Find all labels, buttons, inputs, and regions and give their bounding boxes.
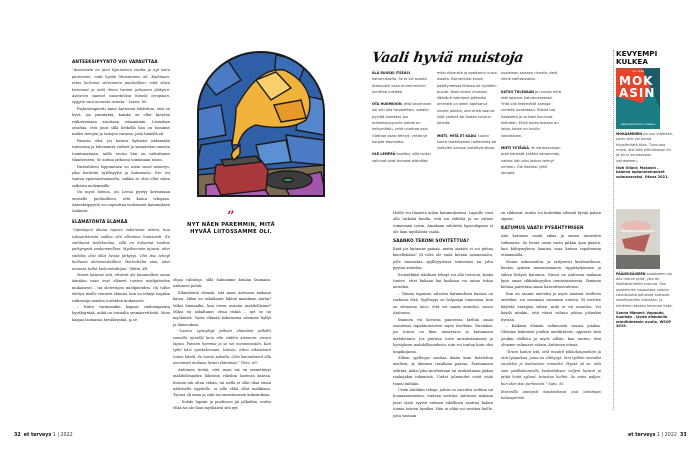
section-heading: ELÄMÄTÖNTÄ ELÄMÄÄ <box>72 219 128 225</box>
paragraph: Psykoterapeutti Anne Anttonen lohduttaa, että on hyvä, jos ymmärtää, kuinka on ollut kyvytön ratkaisemaan asioitaan viisaammin. Leenahan oivaltaa, että juuri sillä hetkellä hän on toiminut niiden tietojen ja taitojen varassa, joita hänellä oli. <box>72 106 170 137</box>
tip-item: MIETI, MITÄ ET KADU, tuskin kadut lastenlasten hoitamista tai ystävien kanssa vietettyä aikaa. <box>437 133 497 151</box>
tip-item: OTA HUOMIOON, että katuminen voi silti olla tarpeellista, uskalla pyytää anteeksi. Jos anteeksipyynnön kohde on heltymätön, yritä unohtaa asia. Olethan osasi tehnyt, yrittänyt korjata tilannetta. <box>372 102 432 144</box>
paragraph: ohjaa valintoja, sillä haluamme kuulua laumaan, Anttonen pohtii. <box>173 278 271 289</box>
paragraph: – Tämän tapaisen salaisen katumuksen kanssa on raskasta elää. Syyllisyys on helpompi tunnustaa, kun on olemassa toivo, että voi saada anteeksi, sanoo Anttonen. <box>393 291 493 316</box>
paragraph: ”Opintojeni alussa tajusin valinneeni väärin, kun tulosarleteistä vaikka olin alituinen humanisti. En vaihtanut tiedekuntaa, sillä en halunnut tuottaa pettymystä vanhemmilleni. Myöhemmin tajusin, ettei vaihdos olisi ollut heistä järkytys. Olin itse tehnyt kuhleeni oletusmuksilleni. Harmittelin aina, ettei minusta tullut kielenntutkijaa.” Riitta, 48. <box>72 228 170 271</box>
tip-item: KATSO TULEVAAN ja muista mitä olet oppinut katumuksestasi. Yritä olla tekemättä samoja virheitä uudestaan. Elämä tuo haasteita ja virheet kuuluvat elämään. Ehkä moka tosiaan on lahja, kuten on kuultu sanottavan. <box>501 89 561 138</box>
paragraph: Usein näitäkin tekoja, joihin on sorruttu sodissa tai huumaantuneina, voidaan sovittaa. Anttosen mukaan juuri tästä syystä entinen rikollinen saattaa haluta toimia toisten hyväksi. Hän ei ehkä voi sovittaa heille, joita vastaan <box>393 387 493 418</box>
quote-mark-icon: ” <box>227 209 235 224</box>
issue-number: 1 | 2022 <box>657 433 677 438</box>
tips-column-1 <box>372 70 434 170</box>
article-column-1 <box>72 57 170 323</box>
page-number: 33 <box>680 433 687 438</box>
section-heading: KATUMUS VAATII PYSÄHTYMISEN <box>501 225 584 231</box>
tip-item: MIETI YSTÄVÄÄ, et varmaankaan pidä hänestä yhtään vähemmän, vaikka hän olisi joskus tehnyt virheen. Ole itsellesi yhtä lempeä. <box>501 145 561 176</box>
paragraph: – Suhde lapsiin ja puolisoon jäi jalkoihin, mutta ehkä tai ole liian myöhäistä sitä nyt <box>173 399 271 411</box>
box-title: Vaali hyviä muistoja <box>370 50 525 66</box>
paragraph: Parisuhteen loppuminen on usein suuri menetys, joka herättää syyllisyyttä ja katumusta. Ero voi tuntua epäonnistumiselta, vaikka se olisi ollut oikea ratkaisu molemmille. <box>72 164 170 188</box>
magazine-name: et terveys <box>628 433 656 438</box>
paragraph: – Kaikista elämän valinnoista seuraa jotakin. Olemme kokeneet jotakin merkittävää, oppineet siitä jotakin olellista ja myös silloin, kun tuntuu, että olemme valinneet väärin, Anttonen toteaa. <box>501 323 601 348</box>
book-citation: Sanna Mämmi: Vapaudu huolista – löydä elämänilo mindfulnessin avulla. WSOY 2019. <box>616 310 672 328</box>
paragraph: ”Avioerosta on pian kymmenen vuotta ja nyt näen paremmin, mitä hyvää liitossamme oli. Kadutaan, etten kertonut selvemmin puolisolleni, mitä olisin tarvinnut ja mitä ilmon turmin juttuseen jäätyeni. Avioeron saamat vaeantelissa hänelä terapiaan, sygytin vain monesta asiasta.” Leena, 60. <box>72 68 170 105</box>
article-column-4 <box>501 210 601 402</box>
paragraph: Parasta olisi, jos katuva kykenisi näkemään tunteensa ja tekemänsä virheet ja ymmärtäisi omasta toiminnastaan, millä tavoin hän on vaikuttanut tilanteeseen. Se auttaa jatkossa toimimaan toisin. <box>72 138 170 163</box>
section-heading: ANTEEKSIPYYNTÖ VOI VAPAUTTAA <box>72 60 158 65</box>
tip-item: kuoleman sairaan rinnalla vielä viime vaiheessakin. <box>501 71 558 82</box>
section-heading: SAANKO TEKONI SOVITETTUA? <box>393 238 470 244</box>
sidebar-title: KEVYEMPI KULKEA <box>616 49 658 66</box>
tips-column-3 <box>501 70 561 182</box>
stained-glass-gramophone-illustration <box>196 50 326 198</box>
paragraph: ”Lasten synnyttyä jatkoin elämääni pitkälti samalla rytmillä kuin olin sitäkin aiemmin: ennen lapsia. Painoin hommia ja se vei menneessään. Kun tyttö kävi opiskelemaan, totesin, etten oikeastaan tunne häntä. Se tuntui pahalta. Olisi kannattanut olla enemmän mukana lasten elämässä.” Timo, 69. <box>173 329 271 366</box>
article-column-2 <box>173 277 271 412</box>
paragraph: Esimerkiksi rikoksen tehnyt voi olla toivoton, koska tuntee, ettei kukaan kai koskaan voi antaa tekoa anteeksi. <box>393 272 493 290</box>
paragraph: Heille voi ilmaista aidon katumuksensa. Lapsille voisi olla tärkeää kuulla, että isä välittää ja on valmis toimimaan toisin. Ainakaan suhdetta lapsenlapsiin ei ole liian myöhäistä vaalia. <box>393 211 493 235</box>
book-sidebar <box>616 50 674 328</box>
paragraph: Kun on saanut anteeksi ja myös antanut itselleen anteeksi, voi suunnata voimansa uuteen. Ei tarvitse käyttää energiaa siihen, mitä ei voi muuttaa. Voi käydä niinkin, että väärä valinta johtaa johonkin hyvään. <box>501 291 601 322</box>
sidebar-divider <box>613 50 614 410</box>
tip-item: ÄLÄ RUOSKI ITSEÄSI katumuksella. Se ei vie asioita eteenpäin vaan ennemminkin jumittaa mieltäsi. <box>372 71 427 94</box>
tips-column-2 <box>437 70 497 158</box>
paragraph: Silloin syyllisyys saattaa ikään kuin koteloitua mieleen, ja ihminen tavallaan paatua. Paatuminen selittää, miksi joku murhattaan tai raiskattuaan jatkaa raakojakin tekemisiä. Uudet julmuudet eivät enää tunnu miltään. <box>393 355 493 386</box>
article-column-3 <box>393 210 493 419</box>
paragraph: Entä jos katumus painaa, mutta asiasta ei voi puhua kenellekään? Ei edes ole enää ketään asianosaista, jolle tunnustaa syyllisyytensä tunteensa tai jolta pyytää anteeksi. <box>393 247 493 271</box>
paragraph: Anttonen tietää, että moni isä on menettänyt mahdollisuuden läheisiin väleihin lastensa kanssa. Kotona tuli oltua vähän, tai siellä ei ollut tilaa oman näköiselle isyydelle, ei sille ehkä ollut mallikaan. Työssä oli imua ja siitä sai onnistumisen kokemuksia. <box>173 367 271 398</box>
left-footer <box>14 433 73 438</box>
paragraph: ”Ensin kadun sitä, että muutin pikkukaupunkiin ja otin työpaikan, jossa en viihtynyt. Siin työhön moneksi vuodeksi ja itsetuntoni romuttui. Hyvää oli se, että sain paikkakunnalla koskettaksen veljeni lapsiin ja pitää heitä sylissä, tutustua heihin. Se antoi paljon, kun olen itse perheetön.” Satu, 55. <box>501 349 601 386</box>
magazine-name: et terveys <box>23 433 52 438</box>
book-cover-mokasin: OUTI OILANI MOKASIN KÄÄNNÄ EPÄONNISTUMISET VOIMAVARAKSI <box>616 68 660 129</box>
right-footer <box>628 433 687 438</box>
tip-item: mäsi rikkautta ja opettanut uusia asioita. Esimerkiksi eroon päättyneessä liitossa oli hyviäkin puolia. Vaali niiden muistoa. Vääränä valintana pitämäsi ammatti on sekin opettanut sinulle jotakin, olet ehkä saanut siitä ystäviä tai iloisen naurun aiheita. <box>437 71 497 126</box>
paragraph: Ihminen voi kovassa paineessa kieltää oman osuutensa tapahtuneeseen myös itseltään. Varsinkin, jos totuus on liian musertava ja katuminen mahdotonta. Jos puuttuu toivo anteeksiannosta ja hyvityksen mahdollisuudesta, niin voi tuntua kuin olisi umpikujassa. <box>393 317 493 354</box>
book-citation: Outi Oilani: Mokasin – käännä epäonnistumiset voimavaraksi. Otava 2021. <box>616 165 669 179</box>
issue-number: 1 | 2022 <box>52 433 73 438</box>
pull-quote-text: NYT NÄEN PAREMMIN, MITÄ HYVÄÄ LIITOSSAMME OLI. <box>187 222 275 236</box>
tip-item: OLE LEMPEÄ itsellesi, sillä kaikki valinnat ovat tuoneet elämääsi <box>372 152 431 163</box>
paragraph: On myös hienoa, jos Leena pystyy kertomaan entiselle puolisolleen, että katuu tekojaan. Anteeksipyyntö voi vapauttaa molemmat katumuksen taakasta. <box>72 190 170 214</box>
paragraph: – Riitta varmaankin kaipasi vanhempiensa hyväksyntää, mikä on toisaalta ymmärrettävää. Moni kaipaa laumansa hyväksyntää, ja se <box>72 305 170 322</box>
book-description: PÄÄNSISÄISEEN kaaokseen voi olla monia syitä, yksi on käsittelemätön trauma. Sen avaaminen vapauttaa voimia. Läsnäoloharjoitukset auttavat keskittymään elämään, ja henkinen taakka kevenee lisää. <box>616 271 673 308</box>
paragraph: Aito katumus vaatii aikaa ja omien tunteiden tutkimista. Se herää usein vasta pitkän ajan päästä, kun kiihtymyksen laantua osaa katsoa tapahtumia etäämmältä. <box>501 234 601 258</box>
book-description: MOKAAMINEN kuuluu elämään, joten sille voi antaa hiipeämättä tilaa. Tunnusta moka, ota siitä elämänoppi irti ja siirry seuraavaan vaiheeseen. <box>616 132 674 163</box>
page-number: 32 <box>14 433 21 438</box>
author-note: Etunimillä esiintyvät haastateltavat ovat toimittajan tuttavapiiristä. <box>501 389 601 401</box>
paragraph: Elämätöntä elämää, sitä moni Anttosen mukaan katuu. Miksi en uskaltanut lähteä maailman ääriin? Miksi himmailin, kun eteen avautui mahdollisuus? Miksi en uskaltanut ottaa riskiä – nyt se on myöhäistä. Vasta elämää kokeneena näemme hyllyt ja tilaisuuksia. <box>173 290 271 327</box>
book-cover-vapaudu-huolista: VAPAUDU HUOLISTA <box>616 209 660 269</box>
pull-quote <box>186 209 276 237</box>
paragraph: Monin uskonnoihin, ja erityisesti kristinuskoon, kuuluu syntien tunnustaminen, rippitäytyminen ja siihen liittyvä katumus. Niissä on Anttosen mukaan kyse oman rikkinäisyyden tunnistamisesta. Ihminen kohtaa päivittäin oman haavoittuvuutensa. <box>501 259 601 290</box>
paragraph: on rikkonut, mutta voi kuitenkin edistää hyvää pahan sijasta. <box>501 211 601 222</box>
paragraph: Monet katuvat sitä, etteivät ole kuunnelleet omaa ääntään vaan ovat eläneet toisten mielipiteiden mukaisesti – tai oletettujen mielipiteiden. On tullut elettyä itselle vierasta elämää, kun on tehnyt isojakin ratkaisuja muiden toiveiden mukaisesti. <box>72 273 170 303</box>
